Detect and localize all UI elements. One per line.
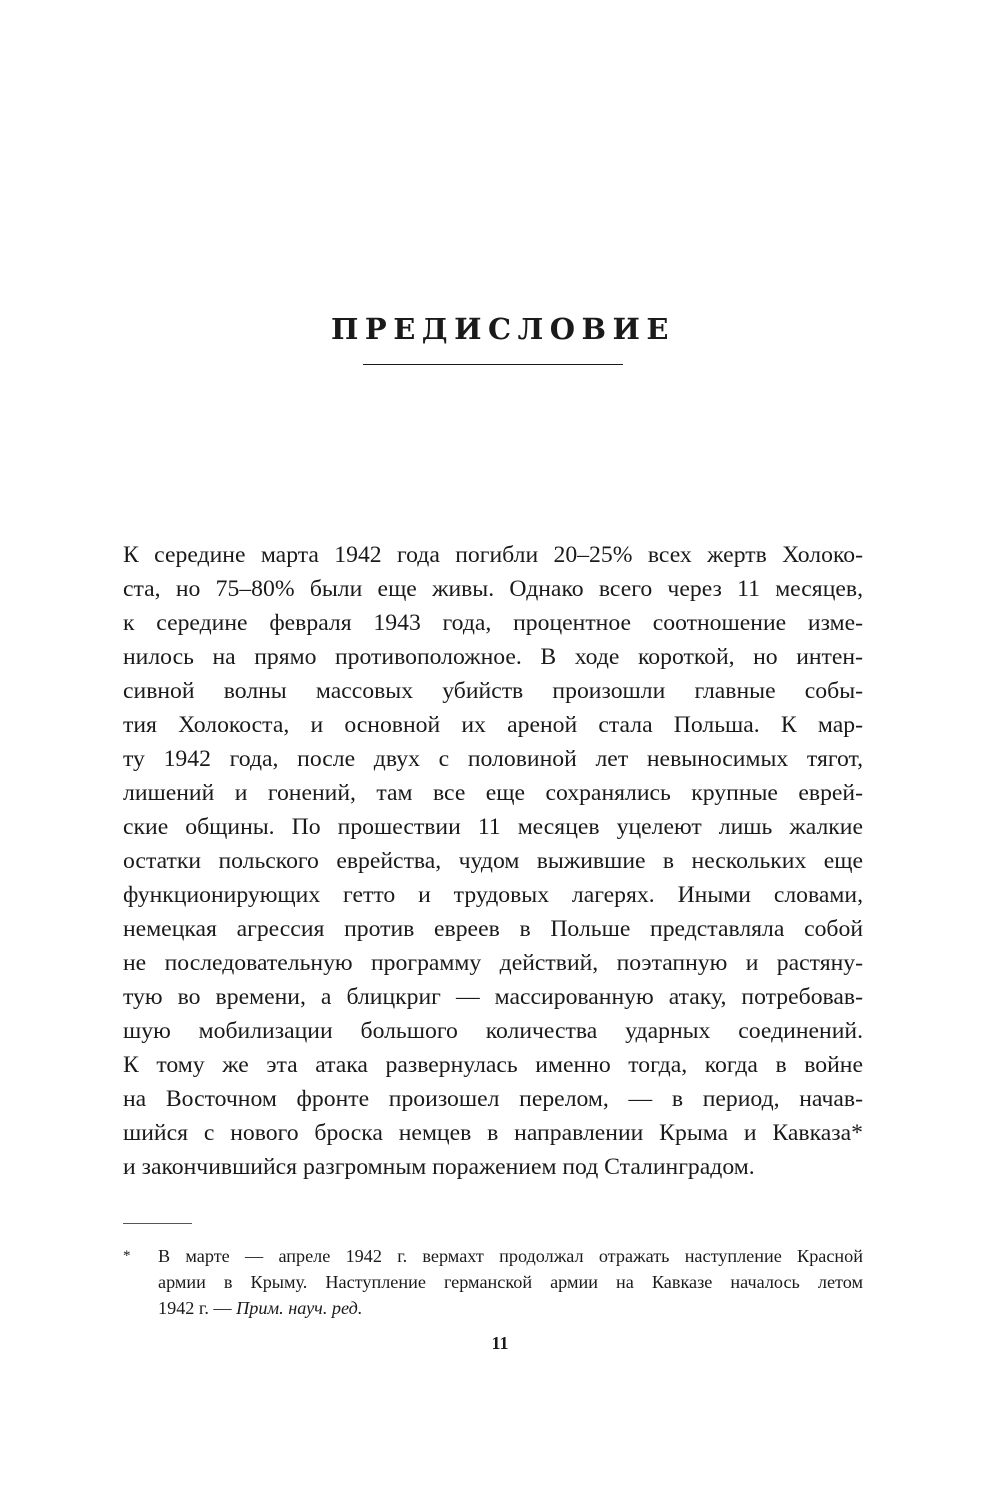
footnote-line-plain: 1942 г. — — [158, 1298, 237, 1318]
footnote-line: В марте — апреле 1942 г. вермахт продолжал отражать наступление Красной — [158, 1246, 863, 1266]
text-line: шую мобилизации большого количества ударных соединений. — [123, 1018, 863, 1044]
footnote-separator — [123, 1223, 192, 1224]
footnote-marker: * — [123, 1248, 131, 1264]
text-line: на Восточном фронте произошел перелом, — в период, начав- — [123, 1086, 863, 1112]
page-number: 11 — [491, 1333, 509, 1353]
text-line: ские общины. По прошествии 11 месяцев уцелеют лишь жалкие — [123, 814, 863, 840]
text-line: ту 1942 года, после двух с половиной лет невыносимых тягот, — [123, 746, 863, 772]
text-line: шийся с нового броска немцев в направлении Крыма и Кавказа* — [123, 1120, 863, 1146]
text-line: К тому же эта атака развернулась именно тогда, когда в войне — [123, 1052, 863, 1078]
editor-note: Прим. науч. ред. — [236, 1298, 363, 1318]
text-line: сивной волны массовых убийств произошли главные собы- — [123, 678, 863, 704]
text-line: и закончившийся разгромным поражением под Сталинградом. — [123, 1154, 755, 1180]
text-line: нилось на прямо противоположное. В ходе короткой, но интен- — [123, 644, 863, 670]
text-line: тую во времени, а блицкриг — массированную атаку, потребовав- — [123, 984, 863, 1010]
text-line: ста, но 75–80% были еще живы. Однако всего через 11 месяцев, — [123, 576, 863, 602]
footnote-text — [158, 1243, 863, 1321]
body-paragraph — [123, 538, 863, 1184]
footnote-line — [158, 1295, 863, 1321]
chapter-title: ПРЕДИСЛОВИЕ — [331, 312, 675, 346]
footnote-line: армии в Крыму. Наступление германской армии на Кавказе началось летом — [158, 1272, 863, 1292]
text-line: функционирующих гетто и трудовых лагерях. Иными словами, — [123, 882, 863, 908]
text-line: не последовательную программу действий, поэтапную и растяну- — [123, 950, 863, 976]
title-underline — [363, 364, 623, 365]
text-line: К середине марта 1942 года погибли 20–25% всех жертв Холоко- — [123, 542, 863, 568]
text-line: тия Холокоста, и основной их ареной стала Польша. К мар- — [123, 712, 863, 738]
text-line: остатки польского еврейства, чудом выжившие в нескольких еще — [123, 848, 863, 874]
text-line: немецкая агрессия против евреев в Польше представляла собой — [123, 916, 863, 942]
text-line: лишений и гонений, там все еще сохранялись крупные еврей- — [123, 780, 863, 806]
text-line: к середине февраля 1943 года, процентное соотношение изме- — [123, 610, 863, 636]
